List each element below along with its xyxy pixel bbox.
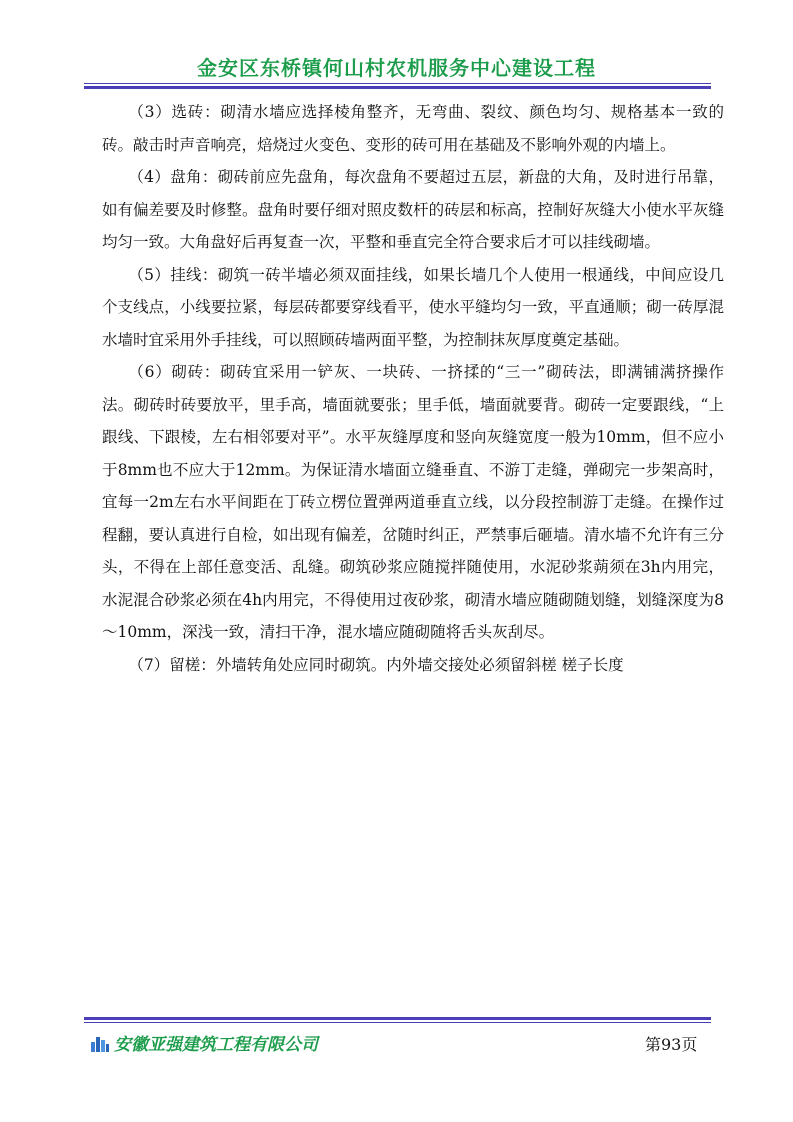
page-number: 第93页 [645, 1035, 698, 1054]
body-text [102, 96, 724, 681]
paragraph-corner-building: （4）盘角：砌砖前应先盘角，每次盘角不要超过五层，新盘的大角，及时进行吊靠，如有偏差要及时修整。盘角时要仔细对照皮数杆的砖层和标高，控制好灰缝大小使水平灰缝均匀一致。大角盘好后再复查一次，平整和垂直完全符合要求后才可以挂线砌墙。 [102, 168, 724, 251]
paragraph-line-hanging: （5）挂线：砌筑一砖半墙必须双面挂线，如果长墙几个人使用一根通线，中间应设几个支线点，小线要拉紧，每层砖都要穿线看平，使水平缝均匀一致，平直通顺；砌一砖厚混水墙时宜采用外手挂线，可以照顾砖墙两面平整，为控制抹灰厚度奠定基础。 [102, 265, 724, 349]
paragraph-bricklaying: （6）砌砖：砌砖宜采用一铲灰、一块砖、一挤揉的“三一”砌砖法，即满铺满挤操作法。砌砖时砖要放平，里手高，墙面就要张；里手低，墙面就要背。砌砖一定要跟线，“上跟线、下跟棱，左右相邻要对平”。水平灰缝厚度和竖向灰缝宽度一般为10mm，但不应小于8mm也不应大于12mm。为保证清水墙面立缝垂直、不游丁走缝，弹砌完一步架高时，宜每一2m左右水平间距在丁砖立楞位置弹两道垂直立线，以分段控制游丁走缝。在操作过程翻，要认真进行自检，如出现有偏差，岔随时纠正，严禁事后砸墙。清水墙不允许有三分头，不得在上部任意变活、乱缝。砌筑砂浆应随搅拌随使用，水泥砂浆蒴须在3h内用完，水泥混合砂浆必须在4h内用完，不得使用过夜砂浆，砌清水墙应随砌随划缝，划缝深度为8～10mm，深浅一致，清扫干净，混水墙应随砌随将舌头灰刮尽。 [102, 363, 724, 641]
footer-company [90, 1030, 318, 1055]
building-logo-icon [90, 1034, 110, 1052]
footer-rule [84, 1017, 711, 1023]
header-title: 金安区东桥镇何山村农机服务中心建设工程 [197, 56, 596, 80]
paragraph-brick-selection: （3）选砖：砌清水墙应选择棱角整齐，无弯曲、裂纹、颜色均匀、规格基本一致的砖。敲击时声音响亮，焙烧过火变色、变形的砖可用在基础及不影响外观的内墙上。 [102, 103, 724, 154]
company-name: 安徽亚强建筑工程有限公司 [114, 1035, 318, 1055]
paragraph-toothing: （7）留槎：外墙转角处应同时砌筑。内外墙交接处必须留斜槎 槎子长度 [128, 655, 624, 674]
header-rule [84, 83, 711, 89]
